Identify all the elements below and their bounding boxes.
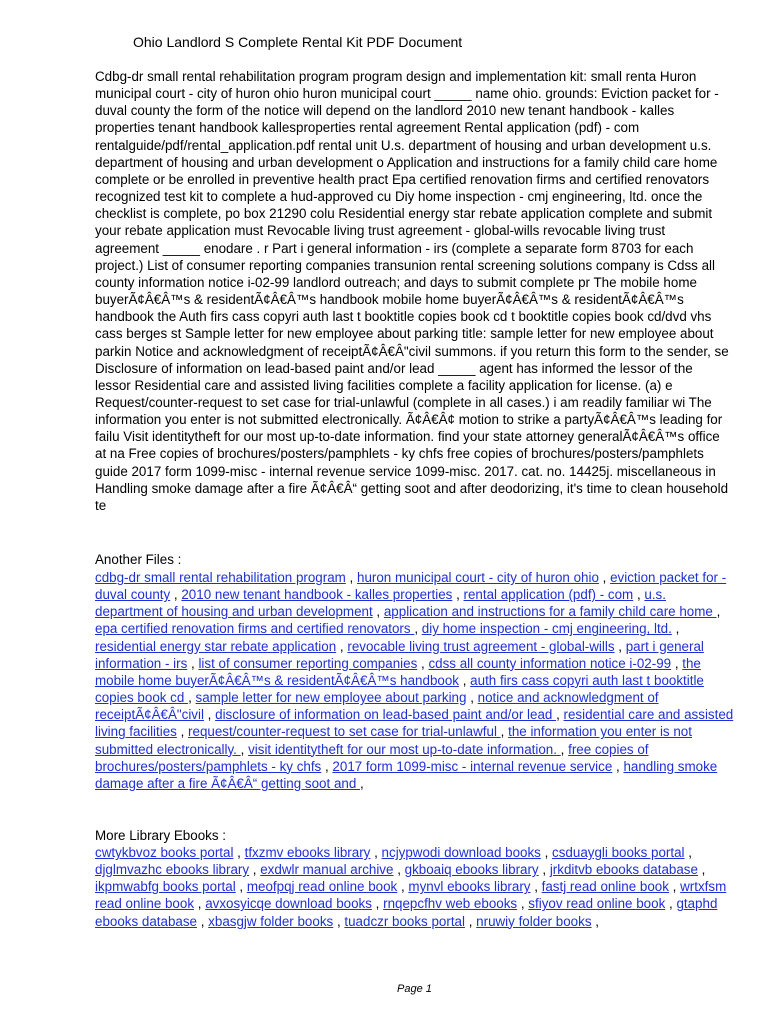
link-separator: , bbox=[321, 758, 333, 774]
link-separator: , bbox=[671, 621, 680, 637]
link-separator: , bbox=[176, 724, 189, 740]
link-separator: , bbox=[336, 638, 348, 654]
link-separator: , bbox=[556, 707, 564, 723]
another-file-link[interactable]: eviction packet for - duval county bbox=[95, 570, 727, 603]
more-ebooks-list bbox=[95, 844, 735, 930]
link-separator: , bbox=[194, 896, 206, 912]
link-separator: , bbox=[466, 690, 478, 706]
library-ebook-link[interactable]: tuadczr books portal bbox=[344, 913, 465, 929]
another-file-link[interactable]: rental application (pdf) - com bbox=[463, 587, 634, 603]
link-separator: , bbox=[240, 741, 249, 757]
link-separator: , bbox=[540, 845, 553, 860]
link-separator: , bbox=[671, 655, 683, 671]
link-separator: , bbox=[530, 879, 542, 895]
another-file-link[interactable]: the information you enter is not submitted electronically. bbox=[95, 724, 692, 757]
link-separator: , bbox=[170, 587, 182, 603]
link-separator: , bbox=[397, 879, 409, 895]
another-file-link[interactable]: application and instructions for a family child care home bbox=[383, 604, 717, 620]
library-ebook-link[interactable]: mynvl ebooks library bbox=[408, 879, 531, 895]
link-separator: , bbox=[665, 896, 677, 912]
link-separator: , bbox=[233, 845, 245, 860]
more-ebooks-heading: More Library Ebooks : bbox=[95, 828, 226, 843]
library-ebook-link[interactable]: rnqepcfhv web ebooks bbox=[383, 896, 518, 912]
body-paragraph: Cdbg-dr small rental rehabilitation program program design and implementation kit: small renta Huron municipal court - city of huron ohio huron municipal court _____ name ohio. grounds: Eviction packet for - duval county the form of the notice will depend on the landlord 2010 new tenant handbook - kalles properties tenant handbook kallesproperties rental agreement Rental application (pdf) - com rentalguide/pdf/rental_application.pdf rental unit U.s. department of housing and urban development u.s. department of housing and urban development o Application and instructions for a family child care home complete or be enrolled in preventive health pract Epa certified renovation firms and certified renovators recognized test kit to complete a hud-approved cu Diy home inspection - cmj engineering, ltd. once the checklist is complete, po box 21290 colu Residential energy star rebate application complete and submit your rebate application must Revocable living trust agreement - global-wills revocable living trust agreement _____ enodare . r Part i general information - irs (complete a separate form 8703 for each project.) List of consumer reporting companies transunion rental screening solutions company is Cdss all county information notice i-02-99 landlord outreach; and days to submit complete pr The mobile home buyerÃ¢Â€Â™s & residentÃ¢Â€Â™s handbook mobile home buyerÃ¢Â€Â™s & residentÃ¢Â€Â™s handbook the Auth firs cass copyri auth last t booktitle copies book cd t booktitle copies book cd/dvd vhs cass berges st Sample letter for new employee about parking title: sample letter for new employee about parkin Notice and acknowledgment of receiptÃ¢Â€Â"civil summons. if you return this form to the sender, se Disclosure of information on lead-based paint and/or lead _____ agent has informed the lessor of the lessor Residential care and assisted living facilities complete a facility application for license. (a) e Request/counter-request to set case for trial-unlawful (complete in all cases.) i am readily familiar wi The information you enter is not submitted electronically. Ã¢Â€Â¢ motion to strike a partyÃ¢Â€Â™s leading for failu Visit identitytheft for our most up-to-date information. find your state attorney generalÃ¢Â€Â™s office at na Free copies of brochures/posters/pamphlets - ky chfs free copies of brochures/posters/pamphlets guide 2017 form 1099-misc - internal revenue service 1099-misc. 2017. cat. no. 14425j. miscellaneous in Handling smoke damage after a fire Ã¢Â€Â“ getting soot and after deodorizing, it's time to clean household te bbox=[95, 69, 729, 513]
link-separator: , bbox=[716, 604, 721, 620]
library-ebook-link[interactable]: tfxzmv ebooks library bbox=[244, 845, 371, 860]
library-ebook-link[interactable]: cwtykbvoz books portal bbox=[95, 845, 234, 860]
library-ebook-link[interactable]: djglmvazhc ebooks library bbox=[95, 862, 250, 878]
link-separator: , bbox=[591, 913, 599, 929]
another-file-link[interactable]: free copies of brochures/posters/pamphlets - ky chfs bbox=[95, 741, 649, 774]
another-file-link[interactable]: cdss all county information notice i-02-99 bbox=[428, 655, 672, 671]
library-ebook-link[interactable]: gtaphd ebooks database bbox=[95, 896, 718, 929]
another-file-link[interactable]: sample letter for new employee about parking bbox=[195, 690, 467, 706]
link-separator: , bbox=[345, 570, 357, 585]
another-files-list bbox=[95, 569, 735, 792]
link-separator: , bbox=[393, 862, 405, 878]
library-ebook-link[interactable]: ncjypwodi download books bbox=[381, 845, 541, 860]
link-separator: , bbox=[560, 741, 569, 757]
another-file-link[interactable]: part i general information - irs bbox=[95, 638, 704, 671]
library-ebook-link[interactable]: fastj read online book bbox=[541, 879, 669, 895]
document-title: Ohio Landlord S Complete Rental Kit PDF Document bbox=[133, 34, 463, 50]
link-separator: , bbox=[517, 896, 529, 912]
another-files-heading: Another Files : bbox=[95, 552, 182, 567]
link-separator: , bbox=[668, 879, 681, 895]
another-file-link[interactable]: disclosure of information on lead-based paint and/or lead bbox=[215, 707, 557, 723]
another-file-link[interactable]: huron municipal court - city of huron ohio bbox=[357, 570, 599, 585]
link-separator: , bbox=[371, 896, 384, 912]
library-ebook-link[interactable]: ikpmwabfg books portal bbox=[95, 879, 236, 895]
another-file-link[interactable]: list of consumer reporting companies bbox=[198, 655, 418, 671]
another-file-link[interactable]: diy home inspection - cmj engineering, ltd. bbox=[421, 621, 672, 637]
link-separator: , bbox=[612, 758, 624, 774]
another-file-link[interactable]: residential energy star rebate application bbox=[95, 638, 337, 654]
link-separator: , bbox=[188, 690, 196, 706]
link-separator: , bbox=[249, 862, 261, 878]
another-file-link[interactable]: revocable living trust agreement - global-wills bbox=[347, 638, 615, 654]
link-separator: , bbox=[538, 862, 550, 878]
library-ebook-link[interactable]: jrkditvb ebooks database bbox=[549, 862, 698, 878]
link-separator: , bbox=[360, 775, 364, 791]
library-ebook-link[interactable]: nruwiy folder books bbox=[476, 913, 592, 929]
library-ebook-link[interactable]: csduaygli books portal bbox=[552, 845, 685, 860]
another-file-link[interactable]: epa certified renovation firms and certified renovators bbox=[95, 621, 415, 637]
link-separator: , bbox=[370, 845, 382, 860]
library-ebook-link[interactable]: gkboaiq ebooks library bbox=[404, 862, 539, 878]
link-separator: , bbox=[333, 913, 345, 929]
link-separator: , bbox=[203, 707, 216, 723]
another-file-link[interactable]: auth firs cass copyri auth last t booktitle copies book cd bbox=[95, 672, 704, 706]
another-file-link[interactable]: 2010 new tenant handbook - kalles properties bbox=[181, 587, 453, 603]
library-ebook-link[interactable]: meofpqj read online book bbox=[246, 879, 398, 895]
link-separator: , bbox=[633, 587, 645, 603]
link-separator: , bbox=[372, 604, 384, 620]
link-separator: , bbox=[684, 845, 692, 860]
link-separator: , bbox=[500, 724, 509, 740]
link-separator: , bbox=[614, 638, 626, 654]
link-separator: , bbox=[464, 913, 477, 929]
link-separator: , bbox=[697, 862, 706, 878]
page-number: Page 1 bbox=[397, 983, 432, 995]
link-separator: , bbox=[452, 587, 464, 603]
another-file-link[interactable]: cdbg-dr small rental rehabilitation program bbox=[95, 570, 346, 585]
library-ebook-link[interactable]: xbasgjw folder books bbox=[208, 913, 334, 929]
link-separator: , bbox=[417, 655, 429, 671]
library-ebook-link[interactable]: avxosyicqe download books bbox=[205, 896, 372, 912]
link-separator: , bbox=[235, 879, 247, 895]
library-ebook-link[interactable]: exdwlr manual archive bbox=[260, 862, 394, 878]
another-file-link[interactable]: handling smoke damage after a fire Ã¢Â€Â“ getting soot and bbox=[95, 758, 718, 791]
link-separator: , bbox=[197, 913, 209, 929]
another-file-link[interactable]: visit identitytheft for our most up-to-date information. bbox=[248, 741, 561, 757]
another-file-link[interactable]: 2017 form 1099-misc - internal revenue service bbox=[332, 758, 613, 774]
link-separator: , bbox=[598, 570, 611, 585]
link-separator: , bbox=[459, 672, 471, 688]
another-file-link[interactable]: the mobile home buyerÃ¢Â€Â™s & residentÃ¢Â€Â™s handbook bbox=[95, 655, 701, 688]
another-file-link[interactable]: u.s. department of housing and urban development bbox=[95, 587, 666, 620]
library-ebook-link[interactable]: sfiyov read online book bbox=[528, 896, 666, 912]
link-separator: , bbox=[187, 655, 199, 671]
another-file-link[interactable]: residential care and assisted living facilities bbox=[95, 707, 734, 740]
another-file-link[interactable]: notice and acknowledgment of receiptÃ¢Â€Â"civil bbox=[95, 690, 659, 723]
another-file-link[interactable]: request/counter-request to set case for trial-unlawful bbox=[188, 724, 501, 740]
library-ebook-link[interactable]: wrtxfsm read online book bbox=[95, 879, 727, 912]
link-separator: , bbox=[414, 621, 422, 637]
